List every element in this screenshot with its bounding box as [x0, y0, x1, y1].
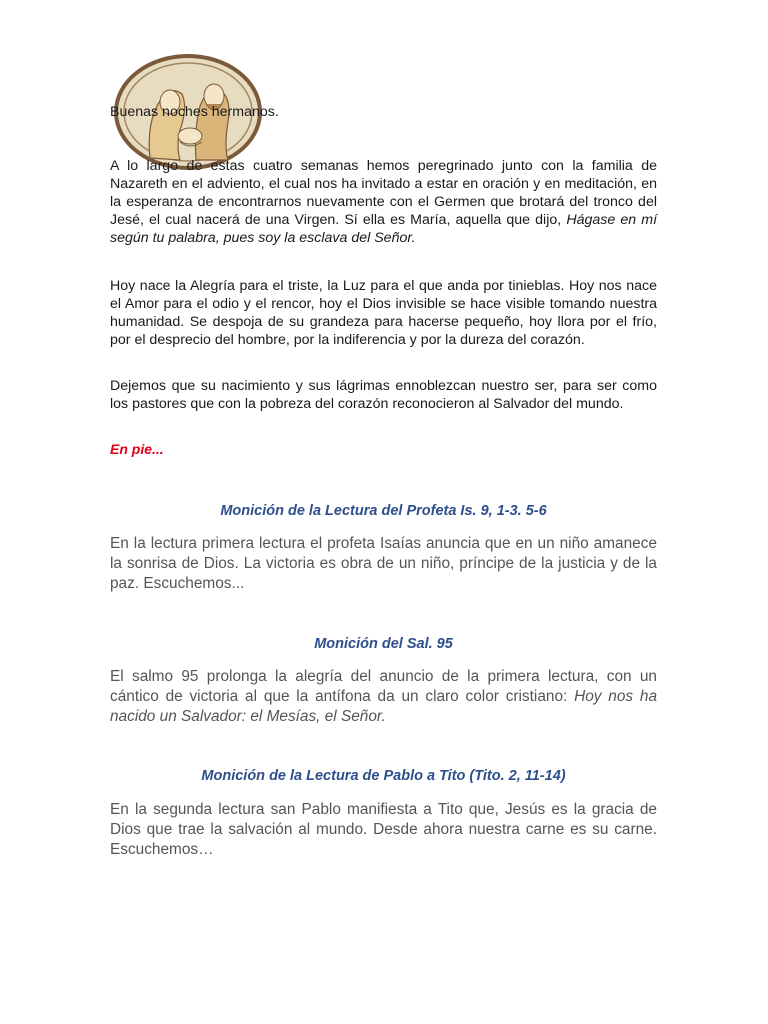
intro-paragraph-birth: Dejemos que su nacimiento y sus lágrimas ennoblezcan nuestro ser, para ser como los pastores que con la pobreza del corazón reconocieron al Salvador del mundo.: [110, 378, 657, 412]
section-body-isaias: En la lectura primera lectura el profeta Isaías anuncia que en un niño amanece la sonrisa de Dios. La victoria es obra de un niño, príncipe de la justicia y de la paz. Escuchemos...: [110, 535, 657, 592]
section-body-salmo-text: El salmo 95 prolonga la alegría del anuncio de la primera lectura, con un cántico de victoria al que la antífona da un claro color cristiano:: [110, 668, 657, 705]
section-body-tito: En la segunda lectura san Pablo manifiesta a Tito que, Jesús es la gracia de Dios que trae la salvación al mundo. Desde ahora nuestra carne es su carne. Escuchemos…: [110, 801, 657, 858]
section-heading-isaias: Monición de la Lectura del Profeta Is. 9, 1-3. 5-6: [220, 503, 547, 519]
section-body-salmo: [110, 667, 657, 727]
section-heading-salmo: Monición del Sal. 95: [314, 636, 453, 652]
section-body-salmo-quote: Hoy nos ha nacido un Salvador: el Mesías, el Señor.: [110, 688, 658, 725]
intro-paragraph-advent-quote: Hágase en mí según tu palabra, pues soy la esclava del Señor.: [110, 212, 658, 246]
en-pie-instruction: En pie...: [110, 441, 164, 457]
greeting-paragraph: Buenas noches hermanos.: [110, 104, 279, 120]
intro-paragraph-advent-text: A lo largo de estas cuatro semanas hemos peregrinado junto con la familia de Nazareth en el adviento, el cual nos ha invitado a estar en oración y en meditación, en la esperanza de encontrarnos nuevamente con el Germen que brotará del tronco del Jesé, el cual nacerá de una Virgen. Sí ella es María, aquella que dijo,: [110, 158, 657, 228]
section-heading-tito: Monición de la Lectura de Pablo a Tito (Tito. 2, 11-14): [201, 768, 566, 784]
intro-paragraph-joy: Hoy nace la Alegría para el triste, la Luz para el que anda por tinieblas. Hoy nos nace el Amor para el odio y el rencor, hoy el Dios invisible se hace visible tomando nuestra humanidad. Se despoja de su grandeza para hacerse pequeño, hoy llora por el frío, por el desprecio del hombre, por la indiferencia y por la dureza del corazón.: [110, 278, 657, 348]
intro-paragraph-advent: [110, 157, 657, 247]
